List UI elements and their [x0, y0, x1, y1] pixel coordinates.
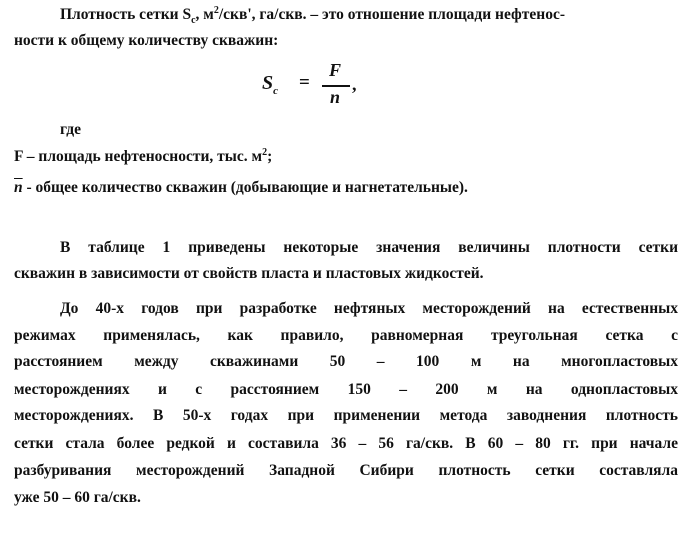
n-symbol: $\overline{n}$: [14, 179, 23, 196]
text-segment: /скв', га/скв. – это отношение площади нефтенос-: [218, 6, 565, 23]
f-definition: [14, 147, 272, 167]
superscript: 2: [213, 4, 219, 16]
paragraph-2-line-1: В таблице 1 приведены некоторые значения величины плотности сетки: [60, 239, 678, 256]
subscript: c: [191, 15, 196, 27]
text-segment: - общее количество скважин (добывающие и нагнетательные).: [22, 179, 468, 196]
formula-s-subscript: c: [273, 85, 279, 97]
paragraph-3-line-2: режимах применялась, как правило, равномерная треугольная сетка с: [14, 327, 678, 344]
paragraph-3-line-1: До 40-х годов при разработке нефтяных месторождений на естественных: [60, 300, 678, 317]
definition-line-1: [60, 5, 565, 25]
formula-s: S: [262, 72, 274, 94]
where-label: где: [60, 121, 81, 138]
superscript: 2: [262, 146, 268, 158]
paragraph-3-line-7: разбуривания месторождений Западной Сибири плотность сетки составляла: [14, 462, 678, 479]
paragraph-3-line-4: месторождениях и с расстоянием 150 – 200 м на однопластовых: [14, 381, 678, 398]
paragraph-3-line-5: месторождениях. В 50-х годах при применении метода заводнения плотность: [14, 407, 678, 424]
formula-denominator: [324, 87, 346, 108]
formula-n: $\overline{n}$: [329, 87, 340, 107]
n-definition: [14, 178, 468, 198]
formula-density: [262, 60, 372, 108]
paragraph-3-line-3: расстоянием между скважинами 50 – 100 м на многопластовых: [14, 353, 678, 370]
paragraph-2-line-2: скважин в зависимости от свойств пласта и пластовых жидкостей.: [14, 265, 484, 282]
paragraph-3-line-6: сетки стала более редкой и составила 36 – 56 га/скв. В 60 – 80 гг. при начале: [14, 435, 678, 452]
paragraph-3-line-8: уже 50 – 60 га/скв.: [14, 489, 141, 506]
formula-numerator: F: [328, 60, 341, 80]
formula-comma: ,: [352, 74, 357, 94]
definition-line-2: ности к общему количеству скважин:: [14, 32, 279, 49]
text-segment: Плотность сетки S: [60, 6, 192, 23]
text-segment: ;: [267, 148, 273, 165]
text-segment: , м: [195, 6, 214, 23]
formula-equals: =: [299, 72, 310, 93]
formula-symbol: [262, 72, 278, 95]
text-segment: F – площадь нефтеносности, тыс. м: [14, 148, 263, 165]
